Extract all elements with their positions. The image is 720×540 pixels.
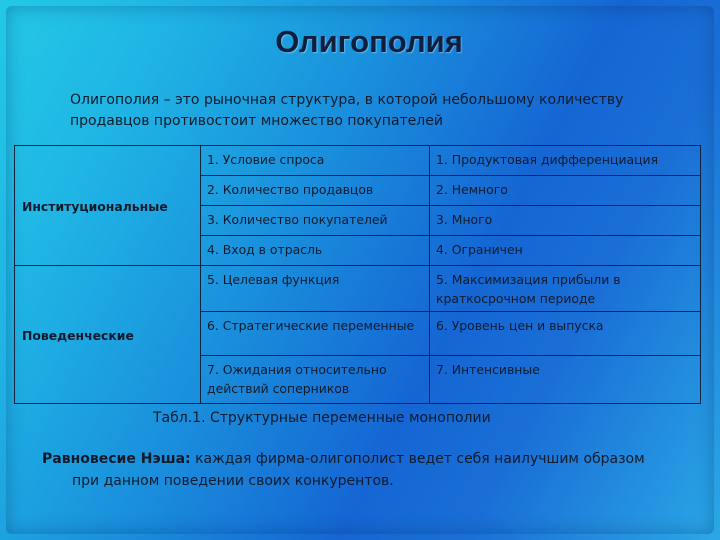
table-caption: Табл.1. Структурные переменные монополии bbox=[153, 410, 491, 426]
slide-title: Олигополия bbox=[275, 24, 463, 59]
nash-text-line1: каждая фирма-олигополист ведет себя наилучшим образом bbox=[190, 451, 645, 467]
value-cell: 2. Немного bbox=[430, 176, 701, 206]
definition-paragraph bbox=[70, 90, 670, 132]
group-label-institutional: Институциональные bbox=[15, 146, 201, 266]
value-cell: 4. Ограничен bbox=[430, 236, 701, 266]
condition-cell: 7. Ожидания относительно действий соперников bbox=[201, 356, 430, 404]
nash-term: Равновесие Нэша: bbox=[42, 451, 191, 467]
condition-cell: 2. Количество продавцов bbox=[201, 176, 430, 206]
value-cell: 3. Много bbox=[430, 206, 701, 236]
definition-term: Олигополия bbox=[70, 92, 160, 108]
condition-cell: 4. Вход в отрасль bbox=[201, 236, 430, 266]
table-row bbox=[15, 146, 701, 176]
table-row bbox=[15, 266, 701, 312]
value-cell: 5. Максимизация прибыли в краткосрочном периоде bbox=[430, 266, 701, 312]
condition-cell: 5. Целевая функция bbox=[201, 266, 430, 312]
nash-text-line2: при данном поведении своих конкурентов. bbox=[72, 473, 394, 489]
condition-cell: 6. Стратегические переменные bbox=[201, 312, 430, 356]
nash-equilibrium-paragraph bbox=[42, 448, 682, 492]
definition-text: – это рыночная структура, в которой небольшому количеству продавцов противостоит множество покупателей bbox=[70, 92, 624, 129]
group-label-behavioral: Поведенческие bbox=[15, 266, 201, 404]
condition-cell: 1. Условие спроса bbox=[201, 146, 430, 176]
value-cell: 6. Уровень цен и выпуска bbox=[430, 312, 701, 356]
structural-variables-table bbox=[14, 145, 701, 404]
value-cell: 1. Продуктовая дифференциация bbox=[430, 146, 701, 176]
condition-cell: 3. Количество покупателей bbox=[201, 206, 430, 236]
value-cell: 7. Интенсивные bbox=[430, 356, 701, 404]
